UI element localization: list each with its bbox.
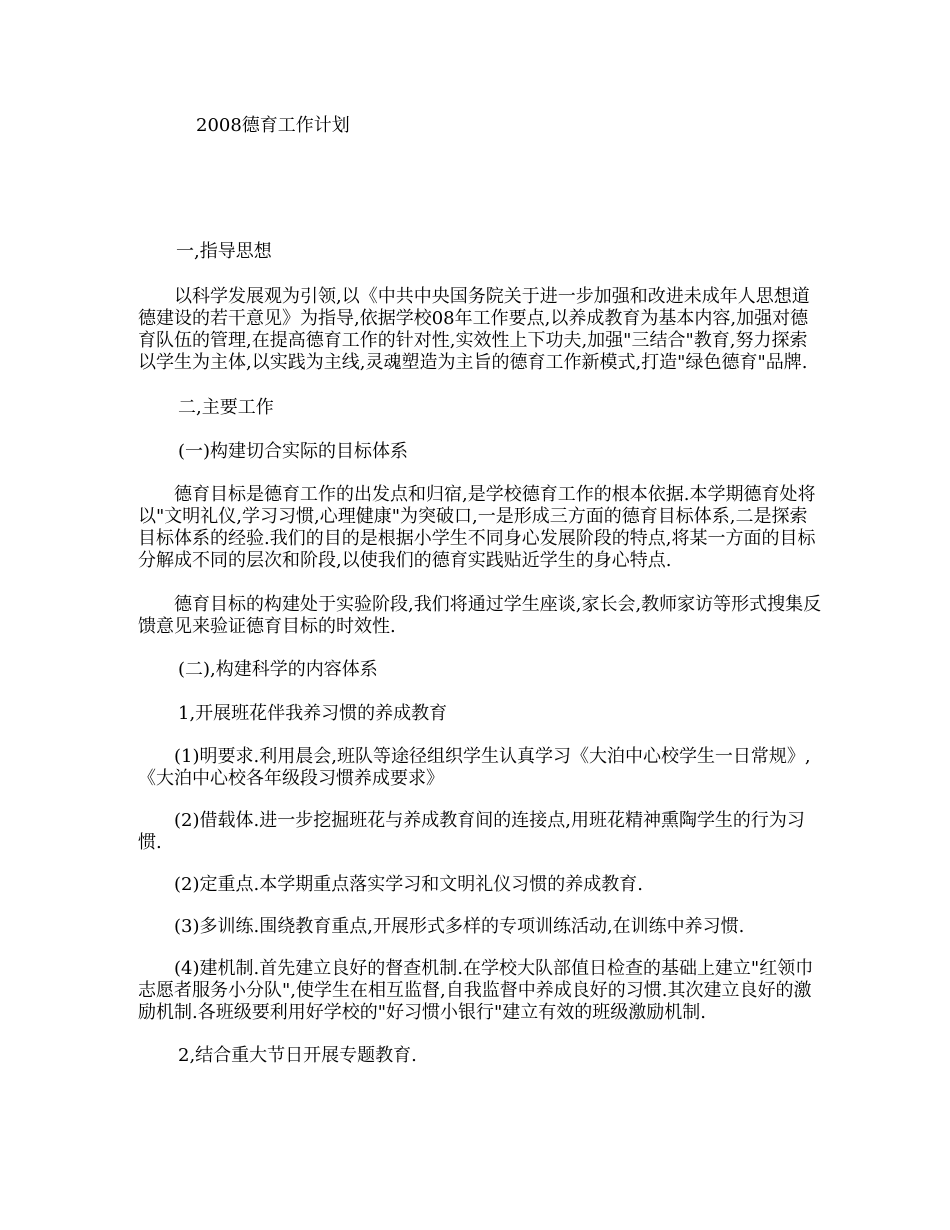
goal-system-paragraph-2: 德育目标的构建处于实验阶段,我们将通过学生座谈,家长会,教师家访等形式搜集反馈意见来验证德育目标的时效性. — [138, 594, 822, 637]
section-heading-main-work: 二,主要工作 — [178, 397, 274, 418]
habit-item-build-mechanism: (4)建机制.首先建立良好的督查机制.在学校大队部值日检查的基础上建立"红领巾志愿者服务小分队",使学生在相互监督,自我监督中养成良好的习惯.其次建立良好的激励机制.各班级要利用好学校的"好习惯小银行"建立有效的班级激励机制. — [138, 958, 814, 1023]
document-body — [138, 240, 822, 1068]
guiding-thought-paragraph: 以科学发展观为引领,以《中共中央国务院关于进一步加强和改进未成年人思想道德建设的若干意见》为指导,依据学校08年工作要点,以养成教育为基本内容,加强对德育队伍的管理,在提高德育工作的针对性,实效性上下功夫,加强"三结合"教育,努力探索以学生为主体,以实践为主线,灵魂塑造为主旨的德育工作新模式,打造"绿色德育"品牌. — [138, 286, 810, 373]
item-heading-holiday-education: 2,结合重大节日开展专题教育. — [178, 1045, 417, 1066]
habit-item-clarify-requirements: (1)明要求.利用晨会,班队等途径组织学生认真学习《大泊中心校学生一日常规》,《大泊中心校各年级段习惯养成要求》 — [138, 746, 811, 789]
goal-system-paragraph-1: 德育目标是德育工作的出发点和归宿,是学校德育工作的根本依据.本学期德育处将以"文明礼仪,学习习惯,心理健康"为突破口,一是形成三方面的德育目标体系,二是探索目标体系的经验.我们的目的是根据小学生不同身心发展阶段的特点,将某一方面的目标分解成不同的层次和阶段,以使我们的德育实践贴近学生的身心特点. — [138, 484, 816, 571]
document-title: 2008德育工作计划 — [196, 115, 350, 136]
section-heading-guiding-thought: 一,指导思想 — [176, 241, 272, 262]
habit-item-use-carrier: (2)借载体.进一步挖掘班花与养成教育间的连接点,用班花精神熏陶学生的行为习惯. — [138, 810, 805, 853]
subsection-heading-content-system: (二),构建科学的内容体系 — [178, 659, 378, 680]
habit-item-set-focus: (2)定重点.本学期重点落实学习和文明礼仪习惯的养成教育. — [174, 874, 643, 895]
item-heading-habit-education: 1,开展班花伴我养习惯的养成教育 — [178, 703, 448, 724]
subsection-heading-goal-system: (一)构建切合实际的目标体系 — [178, 441, 409, 462]
habit-item-more-training: (3)多训练.围绕教育重点,开展形式多样的专项训练活动,在训练中养习惯. — [174, 916, 745, 937]
